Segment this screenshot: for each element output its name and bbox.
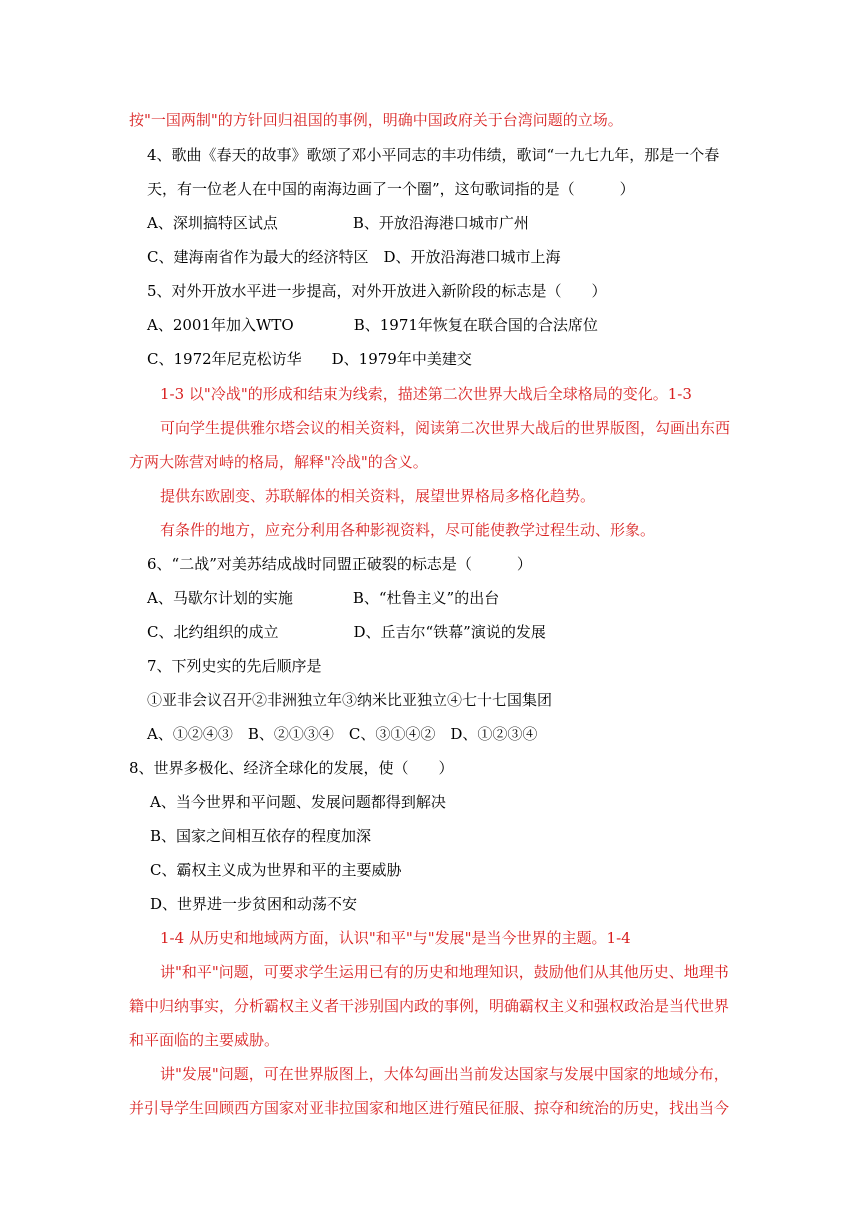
teaching-note: 讲"发展"问题，可在世界版图上，大体勾画出当前发达国家与发展中国家的地域分布， — [160, 1065, 729, 1083]
question-option: A、2001年加入WTO B、1971年恢复在联合国的合法席位 — [147, 316, 598, 334]
question-7-items: ①亚非会议召开②非洲独立年③纳米比亚独立④七十七国集团 — [147, 691, 553, 709]
teaching-note: 并引导学生回顾西方国家对亚非拉国家和地区进行殖民征服、掠夺和统治的历史，找出当今 — [129, 1099, 730, 1117]
question-5-line: 5、对外开放水平进一步提高，对外开放进入新阶段的标志是（ ） — [147, 282, 607, 300]
question-option: A、当今世界和平问题、发展问题都得到解决 — [150, 793, 446, 811]
teaching-note: 方两大陈营对峙的格局，解释"冷战"的含义。 — [129, 453, 428, 471]
question-option: D、世界进一步贫困和动荡不安 — [150, 895, 358, 913]
teaching-note: 可向学生提供雅尔塔会议的相关资料，阅读第二次世界大战后的世界版图，勾画出东西 — [160, 419, 731, 437]
teaching-note: 和平面临的主要威胁。 — [129, 1031, 280, 1049]
question-option: A、深圳搞特区试点 B、开放沿海港口城市广州 — [147, 214, 529, 232]
teaching-note: 籍中归纳事实，分析霸权主义者干涉别国内政的事例，明确霸权主义和强权政治是当代世界 — [129, 997, 730, 1015]
question-6-line: 6、“二战”对美苏结成战时同盟正破裂的标志是（ ） — [147, 555, 532, 573]
teaching-note: 提供东欧剧变、苏联解体的相关资料，展望世界格局多格化趋势。 — [160, 487, 596, 505]
teaching-note: 讲"和平"问题，可要求学生运用已有的历史和地理知识，鼓励他们从其他历史、地理书 — [160, 963, 729, 981]
text-line: 按"一国两制"的方针回归祖国的事例，明确中国政府关于台湾问题的立场。 — [129, 111, 623, 129]
question-8-line: 8、世界多极化、经济全球化的发展，使（ ） — [129, 759, 454, 777]
question-option: C、北约组织的成立 D、丘吉尔“铁幕”演说的发展 — [147, 623, 546, 641]
standard-heading: 1-3 以"冷战"的形成和结束为线索，描述第二次世界大战后全球格局的变化。1-3 — [160, 385, 692, 403]
standard-heading: 1-4 从历史和地域两方面，认识"和平"与"发展"是当今世界的主题。1-4 — [160, 929, 631, 947]
question-4-line: 4、歌曲《春天的故事》歌颂了邓小平同志的丰功伟绩，歌词“一九七九年，那是一个春 — [147, 146, 720, 164]
question-4-line: 天，有一位老人在中国的南海边画了一个圈”，这句歌词指的是（ ） — [147, 180, 635, 198]
question-option: C、建海南省作为最大的经济特区 D、开放沿海港口城市上海 — [147, 248, 561, 266]
teaching-note: 有条件的地方，应充分利用各种影视资料，尽可能使教学过程生动、形象。 — [160, 521, 656, 539]
question-option: C、1972年尼克松访华 D、1979年中美建交 — [147, 350, 472, 368]
question-option: B、国家之间相互依存的程度加深 — [150, 827, 372, 845]
question-option: A、马歇尔计划的实施 B、“杜鲁主义”的出台 — [147, 589, 500, 607]
question-7-line: 7、下列史实的先后顺序是 — [147, 657, 322, 675]
question-option: A、①②④③ B、②①③④ C、③①④② D、①②③④ — [147, 725, 538, 743]
question-option: C、霸权主义成为世界和平的主要威胁 — [150, 861, 402, 879]
